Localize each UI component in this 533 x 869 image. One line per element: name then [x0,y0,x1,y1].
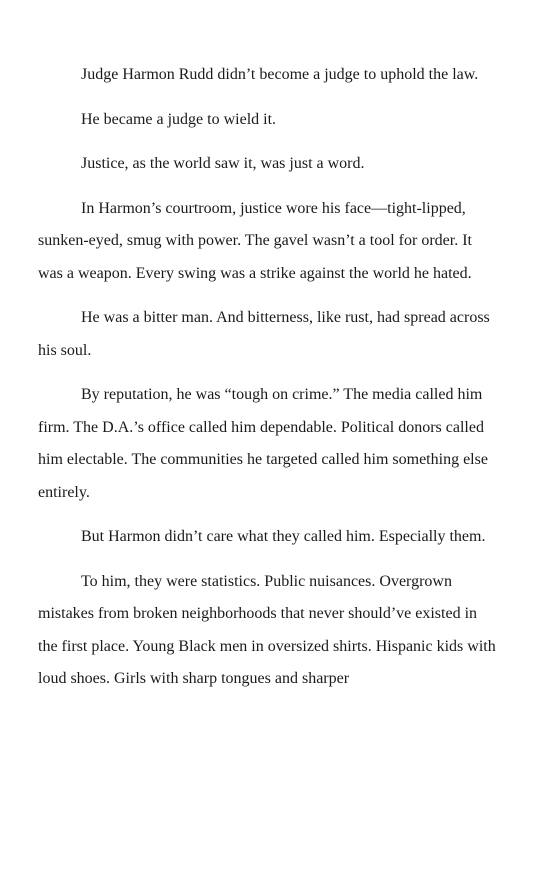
paragraph: In Harmon’s courtroom, justice wore his face—tight-lipped, sunken-eyed, smug with power. The gavel wasn’t a tool for order. It was a weapon. Every swing was a strike against the world he hated. [38,199,472,282]
paragraph: But Harmon didn’t care what they called him. Especially them. [81,528,486,545]
paragraph: By reputation, he was “tough on crime.” The media called him firm. The D.A.’s office called him dependable. Political donors called him electable. The communities he targeted called him something else entirely. [38,386,488,501]
document-body [38,59,497,696]
paragraph: Judge Harmon Rudd didn’t become a judge to uphold the law. [81,66,479,83]
paragraph: Justice, as the world saw it, was just a word. [81,155,365,172]
paragraph: He became a judge to wield it. [81,110,277,128]
paragraph: He was a bitter man. And bitterness, like rust, had spread across his soul. [38,309,490,359]
paragraph: To him, they were statistics. Public nuisances. Overgrown mistakes from broken neighborhoods that never should’ve existed in the first place. Young Black men in oversized shirts. Hispanic kids with loud shoes. Girls with sharp tongues and sharper [38,572,496,687]
